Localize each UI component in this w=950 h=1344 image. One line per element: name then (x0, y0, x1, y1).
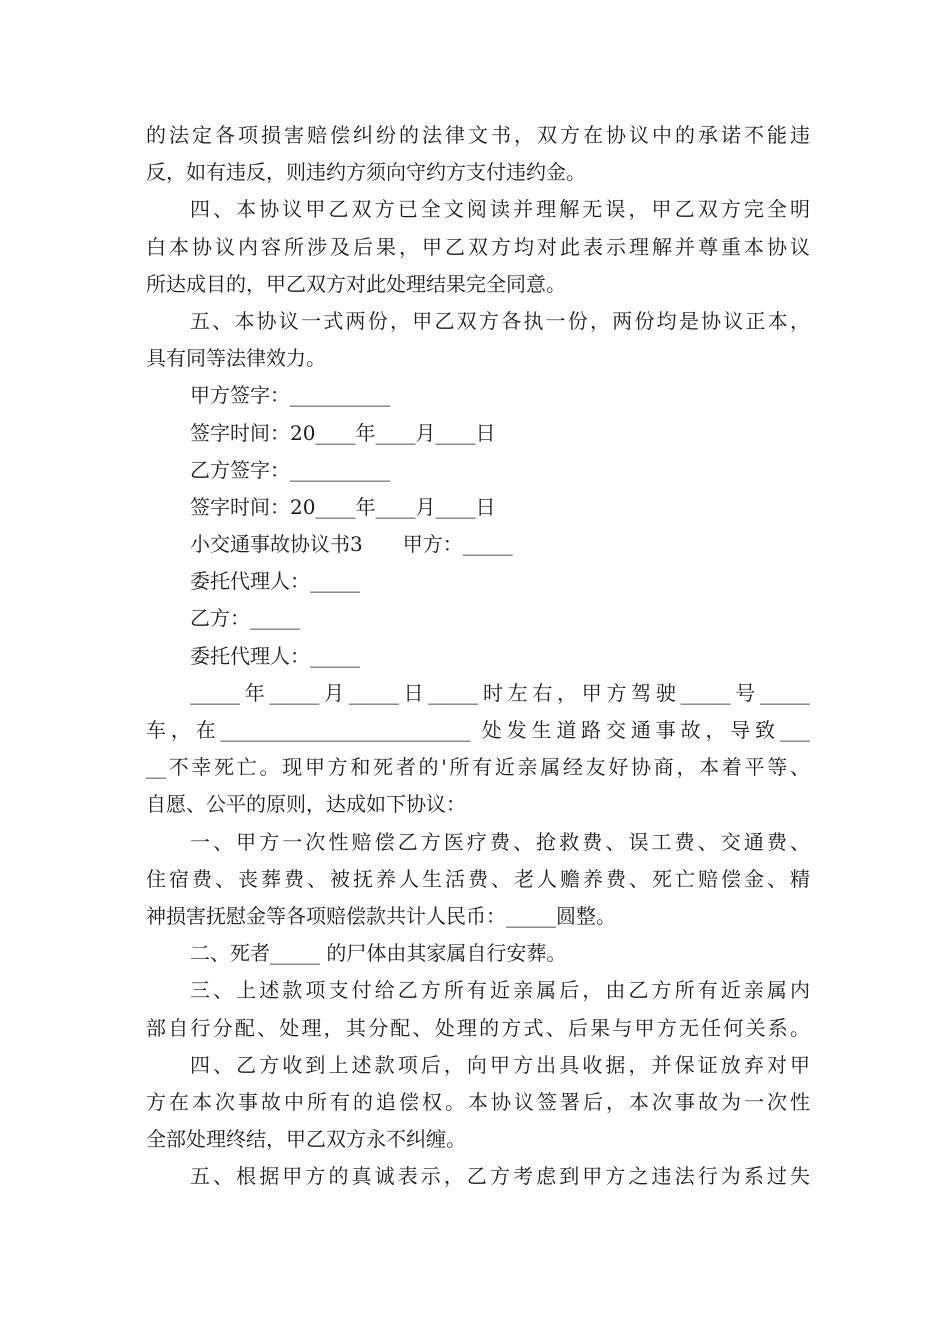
text-line: __不幸死亡。现甲方和死者的'所有近亲属经友好协商，本着平等、 (146, 755, 810, 780)
text-line: 反，如有违反，则违约方须向守约方支付违约金。 (146, 160, 586, 185)
text-line: 部自行分配、处理，其分配、处理的方式、后果与甲方无任何关系。 (146, 1015, 810, 1040)
text-line: 五、根据甲方的真诚表示，乙方考虑到甲方之违法行为系过失 (190, 1164, 810, 1189)
text-line: 所达成目的，甲乙双方对此处理结果完全同意。 (146, 271, 566, 296)
signature-line: 甲方签字：__________ (190, 383, 390, 408)
date-line: 签字时间：20____年____月____日 (190, 420, 496, 445)
text-line: 车，在_________________________ 处发生道路交通事故，导致___ (146, 718, 810, 742)
text-line: 神损害抚慰金等各项赔偿款共计人民币：_____圆整。 (146, 903, 616, 928)
text-line: _____年_____月_____日_____时左右，甲方驾驶_____号_____ (190, 680, 810, 705)
section-title: 小交通事故协议书3 甲方：_____ (190, 532, 513, 557)
text-line: 具有同等法律效力。 (146, 346, 326, 371)
field-line: 委托代理人：_____ (190, 643, 360, 668)
field-line: 乙方：_____ (190, 606, 300, 631)
date-line: 签字时间：20____年____月____日 (190, 494, 496, 519)
text-line: 方在本次事故中所有的追偿权。本协议签署后，本次事故为一次性 (146, 1089, 810, 1114)
field-line: 委托代理人：_____ (190, 569, 360, 594)
text-line: 三、上述款项支付给乙方所有近亲属后，由乙方所有近亲属内 (190, 978, 810, 1003)
document-body (146, 117, 810, 1195)
text-line: 二、死者_____ 的尸体由其家属自行安葬。 (190, 941, 567, 966)
text-line: 四、本协议甲乙双方已全文阅读并理解无误，甲乙双方完全明 (190, 197, 810, 222)
text-line: 五、本协议一式两份，甲乙双方各执一份，两份均是协议正本， (190, 308, 810, 333)
text-line: 白本协议内容所涉及后果，甲乙双方均对此表示理解并尊重本协议 (146, 234, 810, 259)
text-line: 的法定各项损害赔偿纠纷的法律文书，双方在协议中的承诺不能违 (146, 123, 810, 147)
signature-line: 乙方签字：__________ (190, 457, 390, 482)
text-line: 一、甲方一次性赔偿乙方医疗费、抢救费、误工费、交通费、 (190, 829, 810, 854)
text-line: 四、乙方收到上述款项后，向甲方出具收据，并保证放弃对甲 (190, 1052, 810, 1077)
text-line: 自愿、公平的原则，达成如下协议： (146, 792, 466, 817)
text-line: 全部处理终结，甲乙双方永不纠缠。 (146, 1127, 466, 1152)
text-line: 住宿费、丧葬费、被抚养人生活费、老人赡养费、死亡赔偿金、精 (146, 866, 810, 891)
